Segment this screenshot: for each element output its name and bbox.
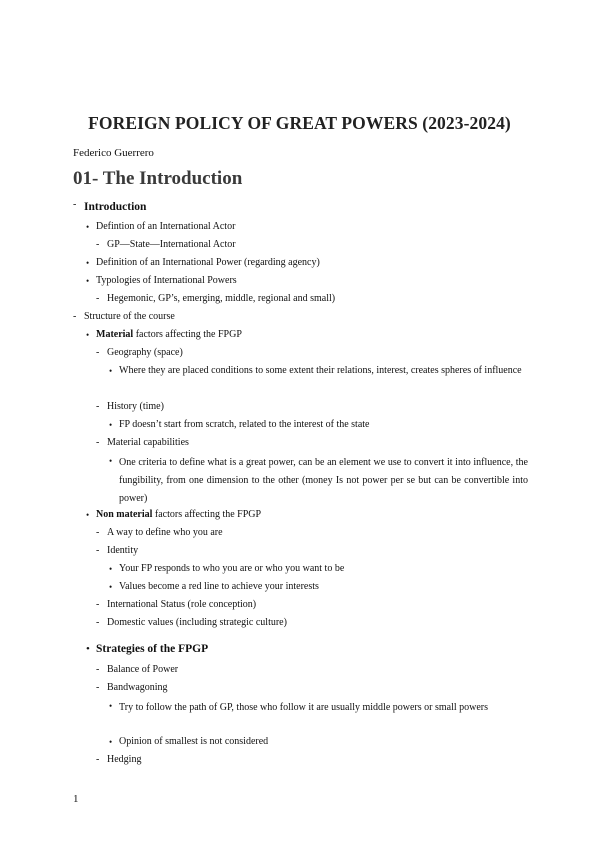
author-name: Federico Guerrero <box>73 147 154 159</box>
list-item: Bandwagoning <box>107 682 168 693</box>
bullet-marker: • <box>86 643 90 655</box>
structure-heading: Structure of the course <box>84 311 175 322</box>
dash-marker: - <box>96 754 100 765</box>
list-item: A way to define who you are <box>107 527 223 538</box>
dash-marker: - <box>96 682 100 693</box>
dash-marker: - <box>96 293 100 304</box>
list-item: Opinion of smallest is not considered <box>119 736 269 747</box>
list-item: Material capabilities <box>107 437 189 448</box>
list-item: International Status (role conception) <box>107 599 257 610</box>
dash-marker: - <box>73 199 77 210</box>
document-title: FOREIGN POLICY OF GREAT POWERS (2023-2024) <box>88 113 511 133</box>
list-item: Defintion of an International Actor <box>96 221 236 232</box>
list-item: GP—State—International Actor <box>107 239 236 250</box>
list-item: Values become a red line to achieve your interests <box>119 581 319 592</box>
list-item <box>96 508 261 522</box>
intro-heading: Introduction <box>84 201 147 213</box>
list-item: Definition of an International Power (regarding agency) <box>96 257 320 268</box>
dash-marker: - <box>96 239 100 250</box>
dash-marker: - <box>96 545 100 556</box>
material-bold: Material <box>96 329 134 340</box>
dash-marker: - <box>96 599 100 610</box>
bullet-marker: • <box>109 737 113 747</box>
list-item: Balance of Power <box>107 664 179 675</box>
dash-marker: - <box>73 311 77 322</box>
list-item: Your FP responds to who you are or who you want to be <box>119 563 345 574</box>
dash-marker: - <box>96 401 100 412</box>
bullet-marker: • <box>86 276 90 286</box>
bullet-marker: • <box>109 582 113 592</box>
list-item: History (time) <box>107 401 164 412</box>
list-item: Hegemonic, GP’s, emerging, middle, regional and small) <box>107 293 336 304</box>
dash-marker: - <box>96 664 100 675</box>
list-item: One criteria to define what is a great power, can be an element we use to convert it into influence, the fungibility, from one dimension to the other (money Is not power per se but can be convertible into power) <box>119 457 528 504</box>
list-item: Geography (space) <box>107 347 183 358</box>
list-item: Domestic values (including strategic culture) <box>107 617 287 628</box>
bullet-marker: • <box>109 564 113 574</box>
page-number: 1 <box>73 793 79 805</box>
bullet-marker: • <box>86 222 90 232</box>
bullet-marker: • <box>86 258 90 268</box>
bullet-marker: • <box>109 456 113 466</box>
bullet-marker: • <box>109 701 113 711</box>
bullet-marker: • <box>86 330 90 340</box>
list-item: FP doesn’t start from scratch, related to the interest of the state <box>119 419 370 430</box>
list-item <box>96 328 242 342</box>
non-material-rest: factors affecting the FPGP <box>152 509 262 520</box>
list-item: Identity <box>107 545 139 556</box>
section-heading: 01- The Introduction <box>73 168 243 189</box>
list-item: Try to follow the path of GP, those who follow it are usually middle powers or small powers <box>119 702 489 713</box>
list-item: Where they are placed conditions to some extent their relations, interest, creates spheres of influence <box>119 365 522 376</box>
bullet-marker: • <box>109 366 113 376</box>
bullet-marker: • <box>109 420 113 430</box>
strategies-heading: Strategies of the FPGP <box>96 643 209 655</box>
dash-marker: - <box>96 617 100 628</box>
dash-marker: - <box>96 347 100 358</box>
dash-marker: - <box>96 527 100 538</box>
list-item: Typologies of International Powers <box>96 275 237 286</box>
non-material-bold: Non material <box>96 509 153 520</box>
dash-marker: - <box>96 437 100 448</box>
material-rest: factors affecting the FPGP <box>133 329 242 340</box>
bullet-marker: • <box>86 510 90 520</box>
list-item: Hedging <box>107 754 142 765</box>
